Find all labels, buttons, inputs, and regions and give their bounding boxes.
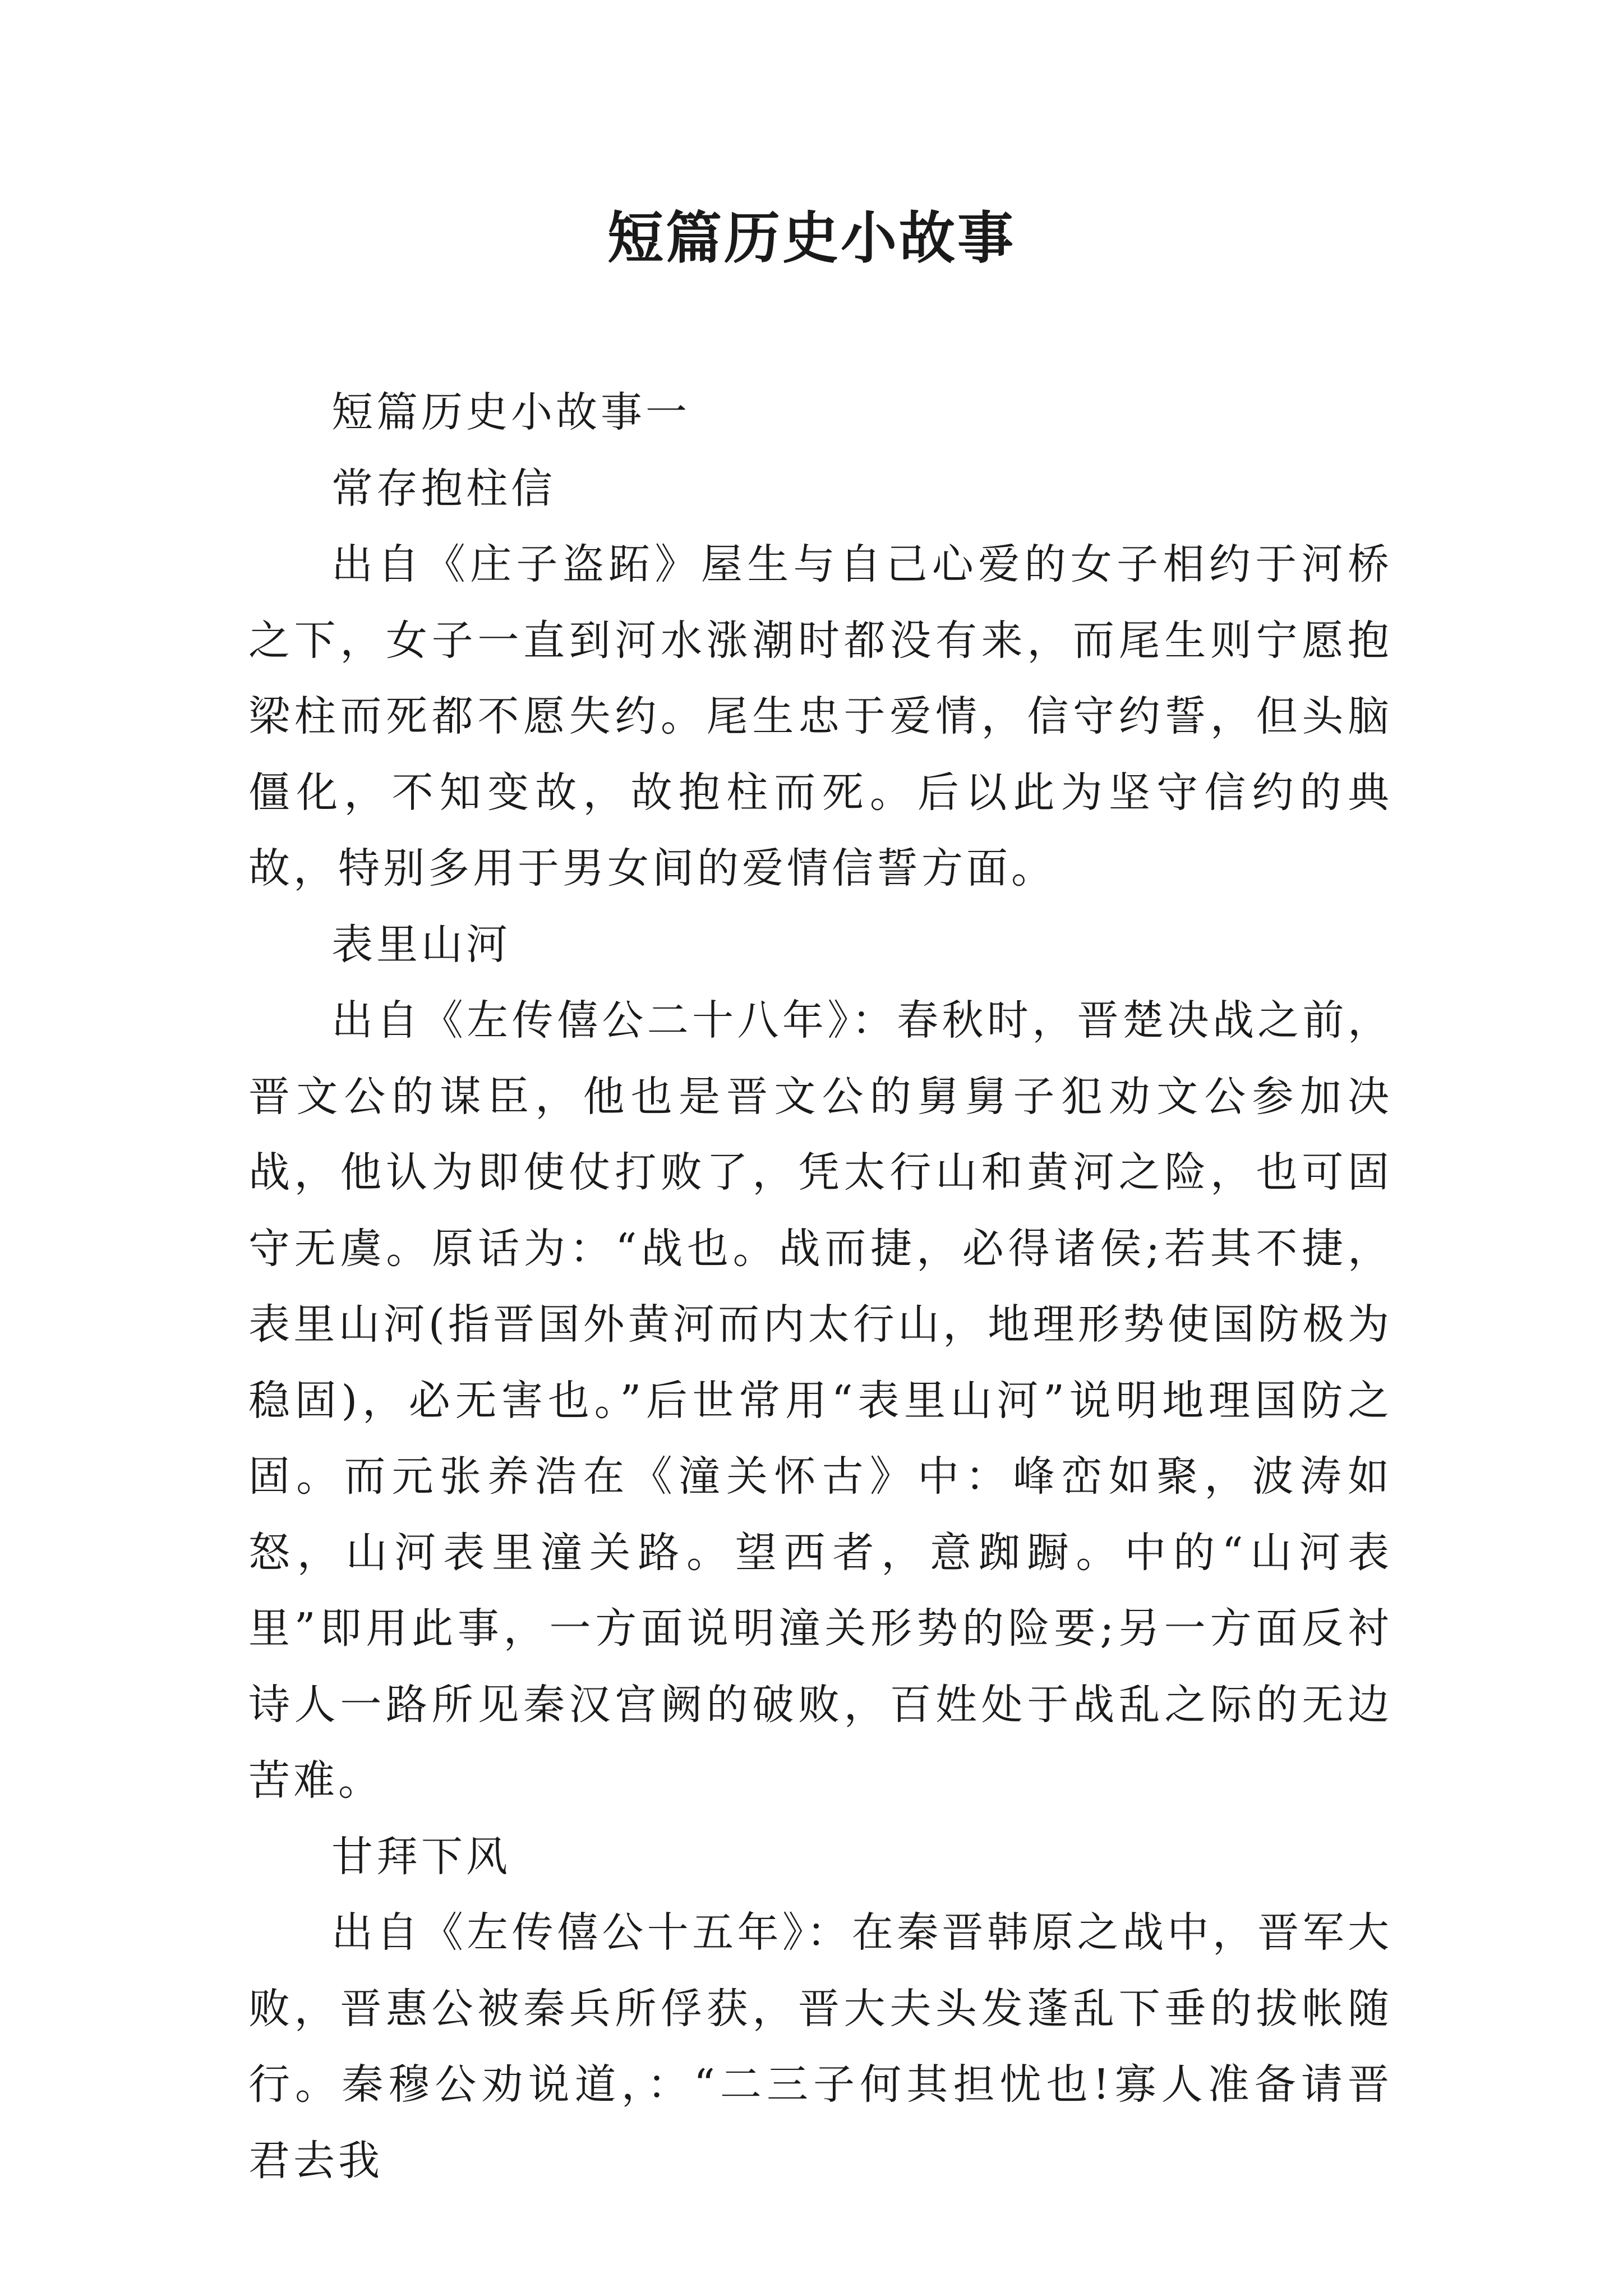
story-title: 甘拜下风 [331, 1832, 511, 1881]
story-paragraph: 出自《左传僖公十五年》：在秦晋韩原之战中，晋军大败，晋惠公被秦兵所俘获，晋大夫头发蓬乱下垂的拔帐随行。秦穆公劝说道，：“二三子何其担忧也!寡人准备请晋君去我 [248, 1908, 1393, 2185]
document-title: 短篇历史小故事 [607, 205, 1016, 271]
story-title: 表里山河 [331, 920, 511, 969]
story-paragraph: 出自《庄子盗跖》屋生与自己心爱的女子相约于河桥之下，女子一直到河水涨潮时都没有来，而尾生则宁愿抱梁柱而死都不愿失约。尾生忠于爱情，信守约誓，但头脑僵化，不知变故，故抱柱而死。后以此为坚守信约的典故，特别多用于男女间的爱情信誓方面。 [248, 540, 1393, 892]
section-heading: 短篇历史小故事一 [331, 388, 690, 436]
story-paragraph: 出自《左传僖公二十八年》：春秋时，晋楚决战之前，晋文公的谋臣，他也是晋文公的舅舅子犯劝文公参加决战，他认为即使仗打败了，凭太行山和黄河之险，也可固守无虞。原话为：“战也。战而捷，必得诸侯;若其不捷，表里山河(指晋国外黄河而内太行山，地理形势使国防极为稳固)，必无害也。”后世常用“表里山河”说明地理国防之固。而元张养浩在《潼关怀古》中：峰峦如聚，波涛如怒，山河表里潼关路。望西者，意踟蹰。中的“山河表里”即用此事，一方面说明潼关形势的险要;另一方面反衬诗人一路所见秦汉宫阙的破败，百姓处于战乱之际的无边苦难。 [248, 996, 1393, 1805]
story-title: 常存抱柱信 [331, 464, 556, 513]
document-body [248, 375, 1393, 2199]
